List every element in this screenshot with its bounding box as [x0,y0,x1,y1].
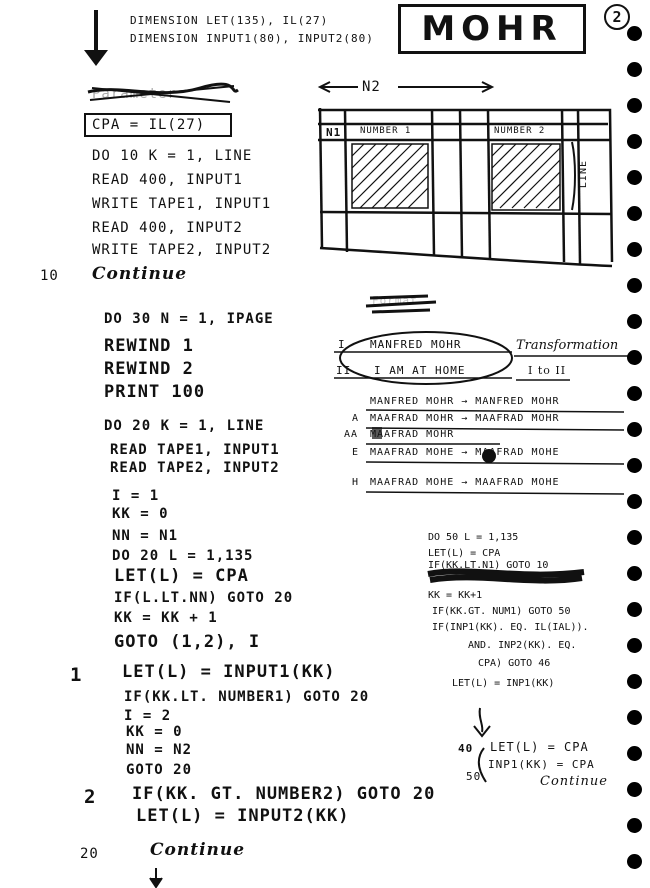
binder-hole [627,26,642,41]
binder-hole [627,638,642,653]
grid-label-number1: NUMBER 1 [360,126,412,136]
statement-label-10: 10 [40,268,59,284]
note-line: LET(L) = INP1(KK) [452,678,555,689]
binder-hole [627,494,642,509]
code-line: KK = 0 [112,506,169,522]
continue-10: Continue [92,264,188,284]
binder-hole [627,746,642,761]
code-line: NN = N1 [112,528,179,544]
row-ii-text: I AM AT HOME [374,364,466,377]
note-line: LET(L) = CPA [428,548,501,559]
down-arrow-head [84,50,108,66]
note-line: IF(INP1(KK). EQ. IL(IAL)). [432,622,589,633]
binder-hole [627,170,642,185]
binder-hole [627,350,642,365]
code-line: REWIND 2 [104,359,194,379]
code-line: PRINT 100 [104,382,206,402]
step-label: AA [344,429,359,440]
step-label: H [352,477,360,488]
continue-20: Continue [150,840,246,860]
code-line: READ 400, INPUT1 [92,172,243,188]
statement-label-20: 20 [80,846,99,862]
note-label-40: 40 [458,742,474,755]
code-line: DO 10 K = 1, LINE [92,148,253,164]
code-line: GOTO 20 [126,762,193,778]
binder-hole [627,602,642,617]
code-line: LET(L) = CPA [114,566,249,586]
note-label-50: 50 [466,770,482,783]
code-line: DO 20 K = 1, LINE [104,418,265,434]
binder-hole [627,710,642,725]
statement-label-1: 1 [70,664,83,686]
code-line: WRITE TAPE1, INPUT1 [92,196,272,212]
binder-holes [624,0,650,888]
binder-hole [627,674,642,689]
code-line: REWIND 1 [104,336,194,356]
step-text: MAAFRAD MOHE → MAAFRAD MOHE [370,477,560,488]
note-line: INP1(KK) = CPA [488,758,595,771]
step-text: MAAFRAD MOHR [370,429,455,440]
binder-hole [627,98,642,113]
code-line: LET(L) = INPUT1(KK) [122,662,336,682]
crossed-format: Format [372,294,418,307]
continue-50: Continue [540,774,608,789]
step-text: MAAFRAD MOHE → MAAFRAD MOHE [370,447,560,458]
step-text: MANFRED MOHR → MANFRED MOHR [370,396,560,407]
note-line: IF(KK.LT.N1) GOTO 10 [428,560,549,571]
code-line: LET(L) = INPUT2(KK) [136,806,350,826]
code-line: DO 30 N = 1, IPAGE [104,311,274,327]
binder-hole [627,530,642,545]
binder-hole [627,386,642,401]
step-label: A [352,413,360,424]
binder-hole [627,566,642,581]
code-line: READ TAPE2, INPUT2 [110,460,280,476]
code-line: I = 1 [112,488,160,504]
binder-hole [627,134,642,149]
binder-hole [627,422,642,437]
code-line: DO 20 L = 1,135 [112,548,254,564]
grid-label-n2: N2 [362,79,381,95]
code-line: IF(L.LT.NN) GOTO 20 [114,590,294,606]
grid-label-number2: NUMBER 2 [494,126,546,136]
crossed-word: Parameter [92,86,177,102]
binder-hole [627,818,642,833]
binder-hole [627,854,642,869]
transformation-label: Transformation [516,338,619,353]
dimension-line-1: DIMENSION LET(135), IL(27) [130,14,329,27]
page-number-badge: 2 [604,4,630,30]
note-line: DO 50 L = 1,135 [428,532,519,543]
note-line: CPA) GOTO 46 [478,658,551,669]
row-label-i: I [338,338,346,351]
note-line: IF(KK.GT. NUM1) GOTO 50 [432,606,571,617]
code-line: KK = KK + 1 [114,610,218,626]
page-title: MOHR [398,4,586,54]
binder-hole [627,278,642,293]
code-line: IF(KK. GT. NUMBER2) GOTO 20 [132,784,436,804]
note-line: KK = KK+1 [428,590,483,601]
code-line: I = 2 [124,708,172,724]
grid-label-n1: N1 [326,126,342,139]
i-to-ii-label: I to II [528,364,567,377]
code-line: GOTO (1,2), I [114,632,261,652]
binder-hole [627,782,642,797]
code-line: READ 400, INPUT2 [92,220,243,236]
dimension-line-2: DIMENSION INPUT1(80), INPUT2(80) [130,32,374,45]
step-label: E [352,447,360,458]
hatching [352,144,560,210]
grid-label-line: LINE [578,160,589,189]
code-line: IF(KK.LT. NUMBER1) GOTO 20 [124,689,370,705]
binder-hole [627,314,642,329]
step-text: MAAFRAD MOHR → MAAFRAD MOHR [370,413,560,424]
code-line: WRITE TAPE2, INPUT2 [92,242,272,258]
code-line: NN = N2 [126,742,193,758]
binder-hole [627,206,642,221]
code-line: KK = 0 [126,724,183,740]
code-line: READ TAPE1, INPUT1 [110,442,280,458]
statement-label-2: 2 [84,786,97,808]
note-line: LET(L) = CPA [490,740,589,754]
binder-hole [627,62,642,77]
cpa-assignment: CPA = IL(27) [92,117,206,133]
row-label-ii: II [336,364,352,377]
note-line: AND. INP2(KK). EQ. [468,640,577,651]
row-i-text: MANFRED MOHR [370,338,462,351]
binder-hole [627,242,642,257]
binder-hole [627,458,642,473]
